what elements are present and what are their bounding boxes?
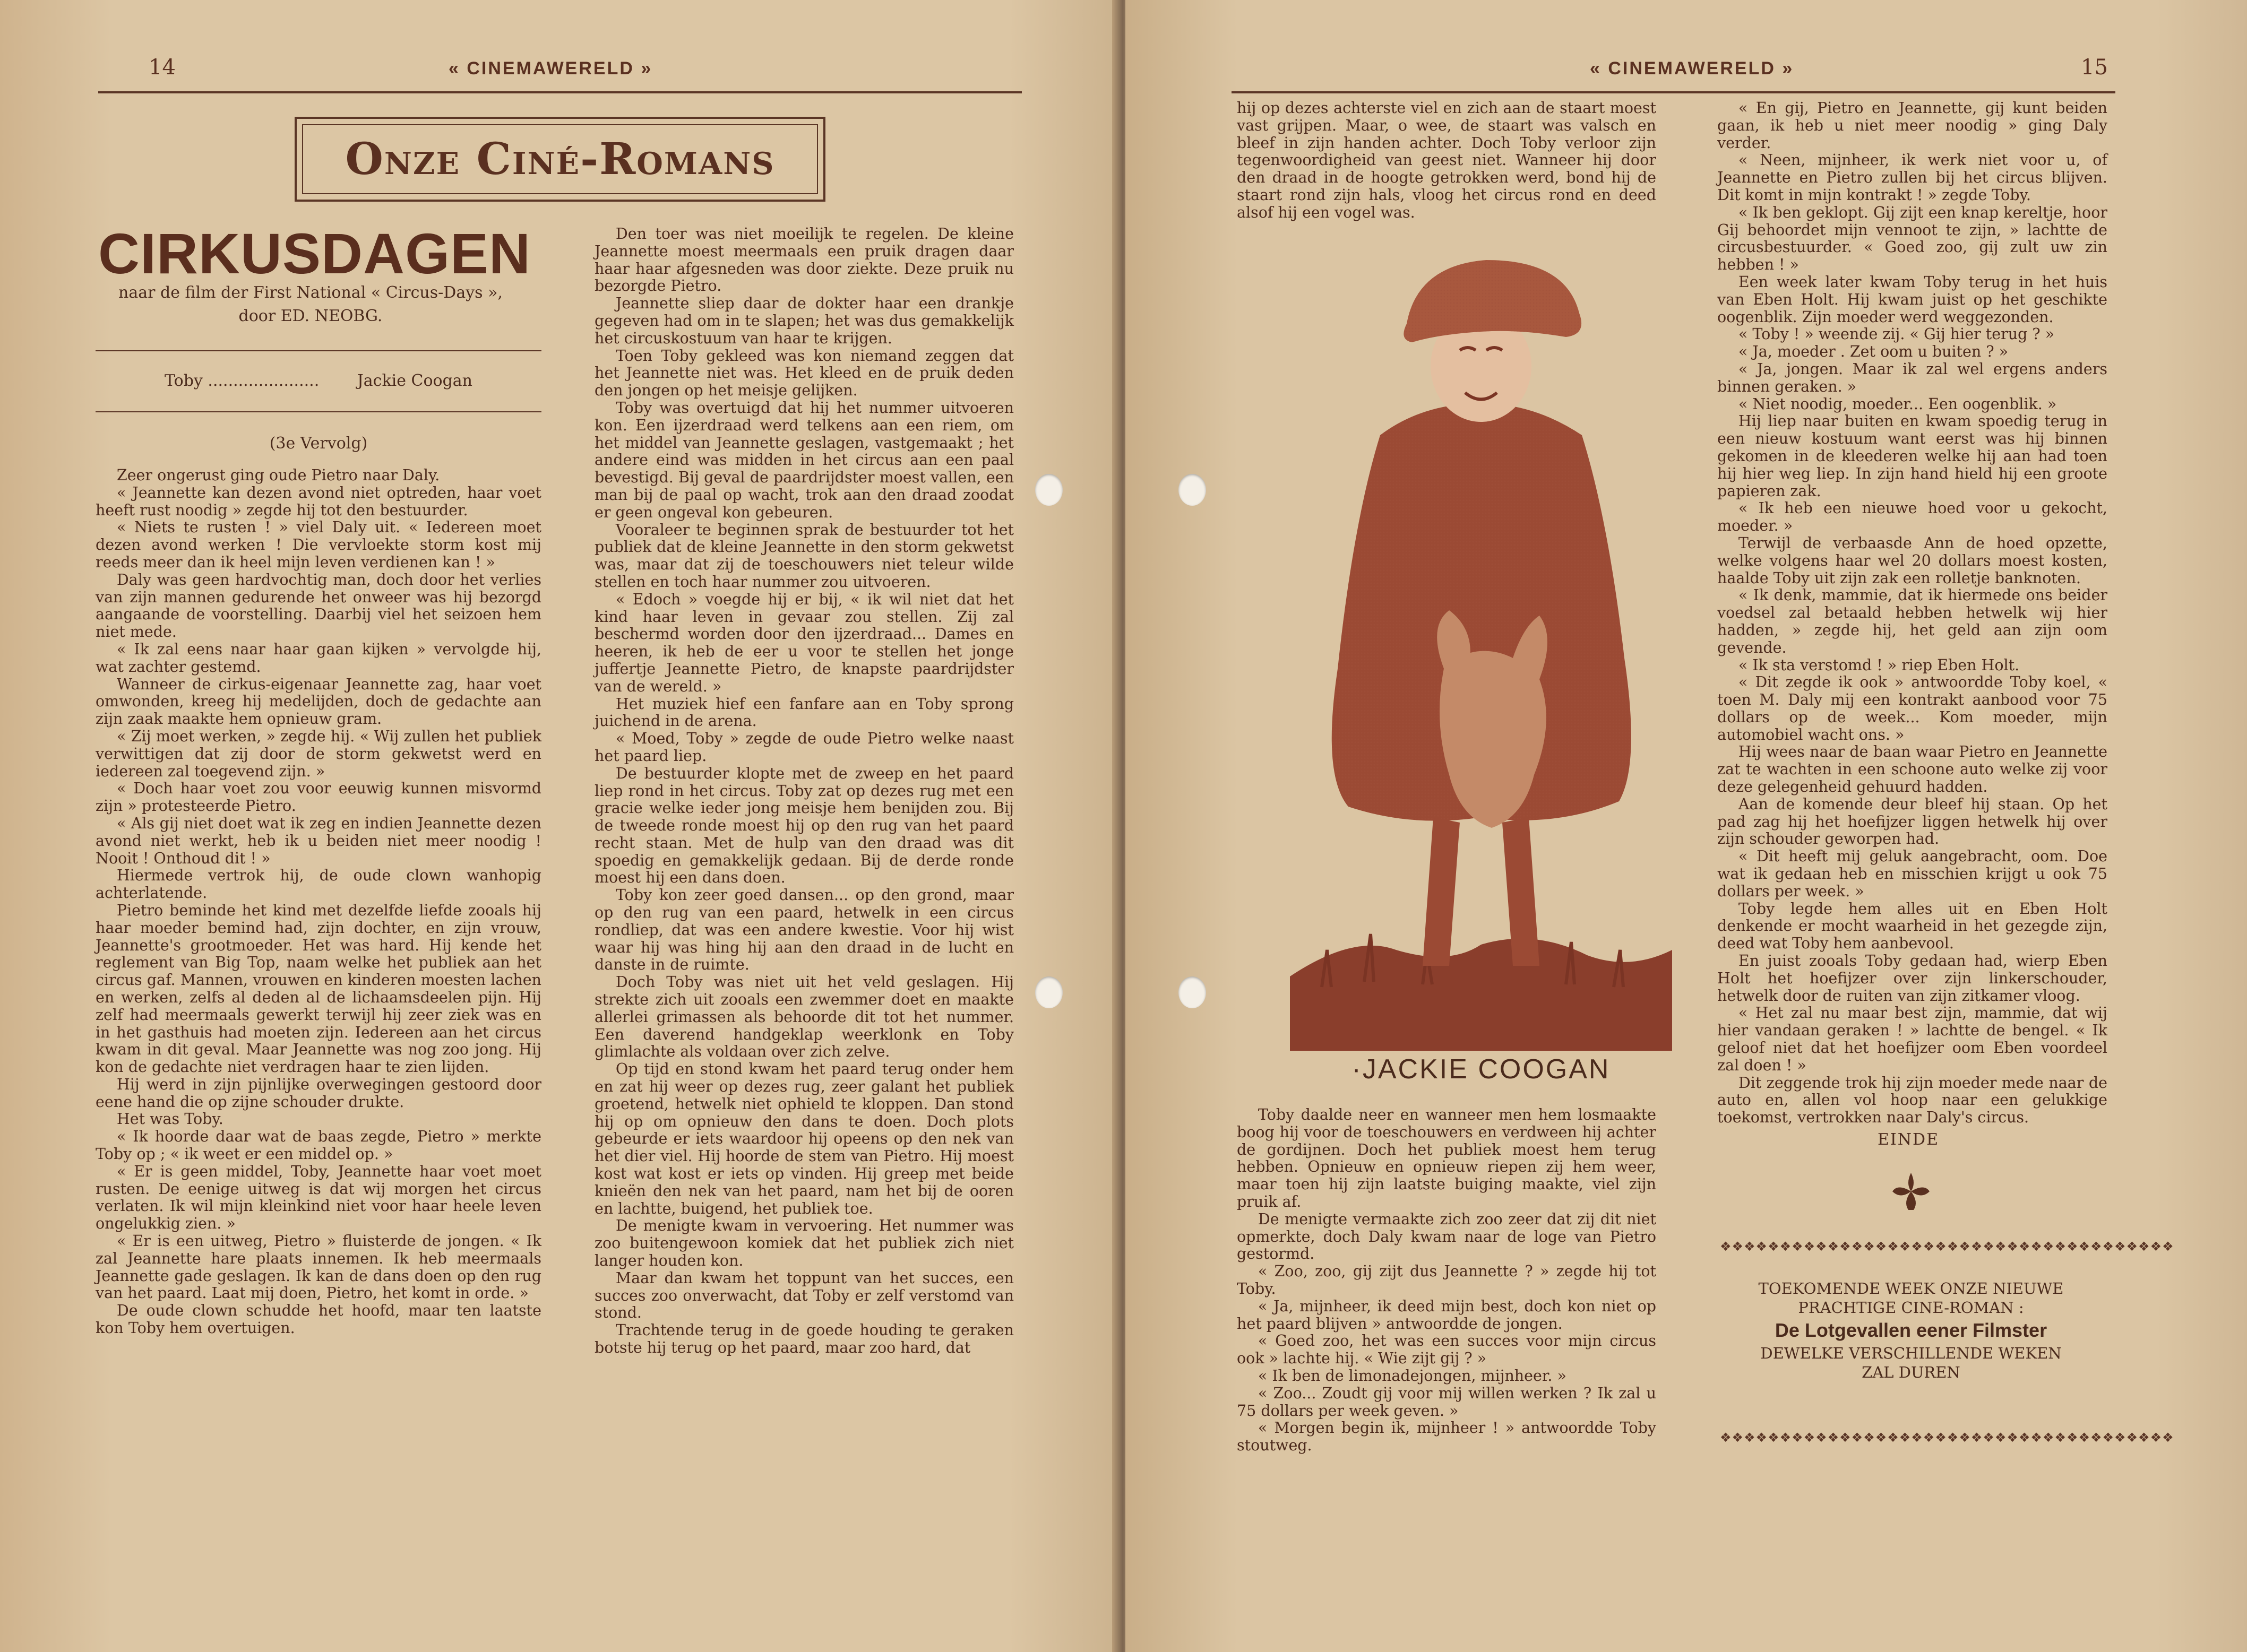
paragraph: « Het zal nu maar best zijn, mammie, dat wij hier vandaan geraken ! » lachtte de bengel. « Ik geloof niet dat het hoefijzer oom Eben voordeel zal doen ! » — [1717, 1004, 2107, 1074]
paragraph: Hij werd in zijn pijnlijke overwegingen gestoord door eene hand die op zijne schouder drukte. — [96, 1075, 541, 1111]
paragraph: Hiermede vertrok hij, de oude clown wanhopig achterlatende. — [96, 867, 541, 902]
paragraph: « Moed, Toby » zegde de oude Pietro welke naast het paard liep. — [595, 730, 1014, 765]
grass-ground — [1290, 934, 1672, 1051]
paragraph: « Ja, mijnheer, ik deed mijn best, doch kon niet op het paard blijven » antwoordde de jongen. — [1237, 1297, 1656, 1333]
paragraph: « Toby ! » weende zij. « Gij hier terug ? » — [1738, 325, 2055, 343]
promo-line-1: TOEKOMENDE WEEK ONZE NIEUWE — [1758, 1279, 2064, 1298]
paragraph: « Ik hoorde daar wat de baas zegde, Pietro » merkte Toby op ; « ik weet er een middel op. » — [96, 1128, 541, 1163]
paragraph: Wanneer de cirkus-eigenaar Jeannette zag, haar voet omwonden, kreeg hij medelijden, doch de gedachte aan zijn zaak maakte hem opnieuw gram. — [96, 675, 541, 728]
promo-line-2: PRACHTIGE CINE-ROMAN : — [1798, 1299, 2024, 1317]
paragraph: « Ik ben de limonadejongen, mijnheer. » — [1258, 1366, 1566, 1385]
paragraph: Toby legde hem alles uit en Eben Holt denkende er mocht waarheid in het gezegde zijn, deed wat Toby hem aanbevool. — [1717, 899, 2107, 953]
text-column-4 — [1717, 100, 2107, 1127]
punch-hole — [1178, 474, 1206, 506]
paragraph: De bestuurder klopte met de zweep en het paard liep rond in het circus. Toby zat op dezes rug met een gracie welke ieder jong meisje hem benijden zou. Bij de tweede ronde moest hij op den rug van het paard recht staan. Met de hulp van den draad was dit spoedig en gemakkelijk gedaan. Bij de derde ronde moest hij een dans doen. — [595, 764, 1014, 887]
paragraph: « Ja, moeder . Zet oom u buiten ? » — [1738, 343, 2009, 361]
section-title: Onze Ciné-Romans — [345, 134, 775, 185]
paragraph: « Ik zal eens naar haar gaan kijken » vervolgde hij, wat zachter gestemd. — [96, 640, 541, 676]
paragraph: « Dit heeft mij geluk aangebracht, oom. Doe wat ik gedaan heb en misschien krijgt u ook 75 dollars per week. » — [1717, 847, 2107, 900]
paragraph: « Er is een uitweg, Pietro » fluisterde de jongen. « Ik zal Jeannette hare plaats innemen. Ik heb meermaals Jeannette gade geslagen. Ik kan de dans doen op den rug van het paard. Laat mij doen, Pietro, het komt in orde. » — [96, 1232, 541, 1302]
subtitle-line-1: naar de film der First National « Circus-Days », — [118, 283, 503, 302]
paragraph: De oude clown schudde het hoofd, maar ten laatste kon Toby hem overtuigen. — [96, 1302, 541, 1337]
paragraph: Dit zeggende trok hij zijn moeder mede naar de auto en, allen vol hoop naar een gelukkige toekomst, vertrokken naar Daly's circus. — [1717, 1074, 2107, 1127]
cast-role: Toby ...................... — [165, 371, 320, 390]
paragraph: Toen Toby gekleed was kon niemand zeggen dat het Jeannette niet was. Het kleed en de pruik deden den jongen op het meisje gelijken. — [595, 347, 1014, 400]
legs — [1423, 817, 1539, 966]
paragraph: « Zoo, zoo, gij zijt dus Jeannette ? » zegde hij tot Toby. — [1237, 1262, 1656, 1298]
text-column-3-bottom — [1237, 1106, 1656, 1455]
subtitle-line-2: door ED. NEOBG. — [238, 307, 383, 325]
paragraph: « Neen, mijnheer, ik werk niet voor u, of Jeannette en Pietro zullen bij het circus blijven. Dit komt in mijn kontrakt ! » zegde Toby. — [1717, 151, 2107, 204]
paragraph: Aan de komende deur bleef hij staan. Op het pad zag hij het hoefijzer liggen hetwelk hij over zijn schouder geworpen had. — [1717, 795, 2107, 848]
paragraph: Toby kon zeer goed dansen... op den grond, maar op den rug van een paard, hetwelk in een circus rondliep, dat was een andere kwestie. Voor hij wist waar hij was hing hij aan den draad in de lucht en danste in de ruimte. — [595, 886, 1014, 974]
paragraph: « Ja, jongen. Maar ik zal wel ergens anders binnen geraken. » — [1717, 360, 2107, 395]
next-week-promo — [1720, 1279, 2102, 1382]
page-number-left: 14 — [149, 55, 176, 80]
paragraph: « Er is geen middel, Toby, Jeannette haar voet moet rusten. De eenige uitweg is dat wij morgen het circus verlaten. Ik wil mijn kleinkind niet voor haar heele leven ongelukkig zien. » — [96, 1162, 541, 1233]
paragraph: Een week later kwam Toby terug in het huis van Eben Holt. Hij kwam juist op het geschikte oogenblik. Zijn moeder werd weggezonden. — [1717, 273, 2107, 326]
paragraph: Trachtende terug in de goede houding te geraken botste hij terug op het paard, maar zoo hard, dat — [595, 1321, 1014, 1356]
paragraph: Vooraleer te beginnen sprak de bestuurder tot het publiek dat de kleine Jeannette in den storm gekwetst was, maar dat zij de toeschouwers niet teleur wilde stellen en toch haar nummer zou uitvoeren. — [595, 521, 1014, 591]
page-number-right: 15 — [2081, 55, 2108, 80]
header-rule-left — [98, 91, 1022, 93]
paragraph: Maar dan kwam het toppunt van het succes, een succes zoo onverwacht, dat Toby er zelf verstomd van stond. — [595, 1269, 1014, 1322]
paragraph: « Niet noodig, moeder... Een oogenblik. » — [1738, 395, 2057, 413]
paragraph: Den toer was niet moeilijk te regelen. De kleine Jeannette moest meermaals een pruik dragen daar haar haar afgesneden was door ziekte. Deze pruik nu bezorgde Pietro. — [595, 225, 1014, 295]
left-page — [0, 0, 1120, 1652]
paragraph: Daly was geen hardvochtig man, doch door het verlies van zijn mannen gedurende het onweer was hij bezorgd aangaande de voorstelling. Daarbij viel het seizoen hem niet mede. — [96, 570, 541, 641]
paragraph: Toby was overtuigd dat hij het nummer uitvoeren kon. Een ijzerdraad werd telkens aan een riem, om het middel van Jeannette geslagen, vastgemaakt ; het andere eind was midden in het circus aan een paal bevestigd. Bij geval de paardrijdster moest vallen, een man bij de paal op wacht, trok aan den draad zoodat er geen ongeval kon gebeuren. — [595, 399, 1014, 521]
punch-hole — [1178, 976, 1206, 1008]
paragraph: Terwijl de verbaasde Ann de hoed opzette, welke volgens haar wel 20 dollars moest kosten, haalde Toby uit zijn zak een rolletje banknoten. — [1717, 534, 2107, 587]
punch-hole — [1035, 976, 1063, 1008]
paragraph: hij op dezes achterste viel en zich aan de staart moest vast grijpen. Maar, o wee, de staart was valsch en bleef in zijn handen achter. Doch Toby verloor zijn tegenwoordigheid van geest niet. Wanneer hij door den draad in de hoogte getrokken werd, bond hij de staart rond zijn hals, vloog het circus rond en deed alsof hij een vogel was. — [1237, 99, 1656, 221]
paragraph: Doch Toby was niet uit het veld geslagen. Hij strekte zich uit zooals een zwemmer doet en maakte allerlei grimassen als behoorde dit tot het nummer. Een daverend handgeklap weerklonk en Toby glimlachte als voldaan over zich zelve. — [595, 973, 1014, 1061]
paragraph: Jeannette sliep daar de dokter haar een drankje gegeven had om in te slapen; het was dus gemakkelijk het circuskostuum van haar te krijgen. — [595, 295, 1014, 347]
einde-label: EINDE — [1878, 1130, 1939, 1149]
running-header-right: « CINEMAWERELD » — [1590, 58, 1794, 79]
story-subtitle — [85, 281, 536, 328]
paragraph: « Ik ben geklopt. Gij zijt een knap kereltje, hoor Gij behoordet mijn vennoot te zijn, » lachtte de circusbestuurder. « Goed zoo, gij zult uw zin hebben ! » — [1717, 203, 2107, 274]
ornament-border-bottom: ❖❖❖❖❖❖❖❖❖❖❖❖❖❖❖❖❖❖❖❖❖❖❖❖❖❖❖❖❖❖❖❖❖❖❖❖❖❖ — [1720, 1430, 2174, 1445]
paragraph: De menigte kwam in vervoering. Het nummer was zoo buitengewoon komiek dat het publiek zich niet langer houden kon. — [595, 1217, 1014, 1270]
ornament-border-top: ❖❖❖❖❖❖❖❖❖❖❖❖❖❖❖❖❖❖❖❖❖❖❖❖❖❖❖❖❖❖❖❖❖❖❖❖❖❖ — [1720, 1239, 2174, 1254]
promo-line-4: ZAL DUREN — [1862, 1363, 1960, 1381]
paragraph: « Ik heb een nieuwe hoed voor u gekocht, moeder. » — [1717, 499, 2107, 535]
paragraph: Zeer ongerust ging oude Pietro naar Daly. — [116, 466, 440, 484]
paragraph: « Morgen begin ik, mijnheer ! » antwoordde Toby stoutweg. — [1237, 1419, 1656, 1455]
paragraph: « Niets te rusten ! » viel Daly uit. « Iedereen moet dezen avond werken ! Die vervloekte storm kost mij reeds meer dan ik heel mijn leven verdienen kan ! » — [96, 518, 541, 571]
paragraph: « Edoch » voegde hij er bij, « ik wil niet dat het kind haar leven in gevaar zou stellen. Zij zal beschermd worden door den ijzerdraad... Dames en heeren, ik heb de eer u voor te stellen het jonge juffertje Jeannette Pietro, de knapste paardrijdster van de wereld. » — [595, 590, 1014, 695]
punch-hole — [1035, 474, 1063, 506]
paragraph: « Goed zoo, het was een succes voor mijn circus ook » lachte hij. « Wie zijt gij ? » — [1237, 1332, 1656, 1368]
paragraph: « Ik sta verstomd ! » riep Eben Holt. — [1738, 656, 2020, 674]
section-title-box — [295, 117, 825, 202]
jackie-coogan-photo — [1290, 244, 1672, 1051]
paragraph: « Jeannette kan dezen avond niet optreden, haar voet heeft rust noodig » zegde hij tot den bestuurder. — [96, 483, 541, 519]
story-title: CIRKUSDAGEN — [98, 221, 531, 286]
paragraph: Toby daalde neer en wanneer men hem losmaakte boog hij voor de toeschouwers en verdween hij achter de gordijnen. Doch het publiek moest hem terug hebben. Opnieuw en opnieuw riepen zij hem weer, maar toen hij zijn laatste buiging maakte, viel zijn pruik af. — [1237, 1106, 1656, 1210]
promo-line-3: DEWELKE VERSCHILLENDE WEKEN — [1760, 1344, 2062, 1362]
paragraph: Hij wees naar de baan waar Pietro en Jeannette zat te wachten in een schoone auto welke zij voor deze gelegenheid gehuurd hadden. — [1717, 743, 2107, 796]
paragraph: « Doch haar voet zou voor eeuwig kunnen misvormd zijn » protesteerde Pietro. — [96, 780, 541, 815]
cast-line — [165, 371, 472, 390]
photo-caption: ·JACKIE COOGAN — [1351, 1054, 1611, 1085]
paragraph: « Als gij niet doet wat ik zeg en indien Jeannette dezen avond niet werkt, heb ik u beiden niet meer noodig ! Nooit ! Onthoud dit ! » — [96, 814, 541, 867]
paragraph: Het was Toby. — [116, 1110, 223, 1128]
cast-rule-bottom — [96, 411, 541, 412]
running-header-left: « CINEMAWERELD » — [449, 58, 653, 79]
paragraph: Het muziek hief een fanfare aan en Toby sprong juichend in de arena. — [595, 695, 1014, 730]
paragraph: Op tijd en stond kwam het paard terug onder hem en zat hij weer op dezes rug, zeer galant het publiek groetend, hetwelk niet ophield te kloppen. Dan stond hij op om opnieuw den dans te doen. Doch plots gebeurde er iets waardoor hij opeens op den nek van het dier viel. Hij hoorde de stem van Pietro. Hij moest kost wat kost er iets op vinden. Hij greep met beide knieën den nek van het paard, nam het bij de ooren en lachtte, buigend, het publiek toe. — [595, 1060, 1014, 1217]
text-column-3-top — [1237, 100, 1656, 222]
paragraph: De menigte vermaakte zich zoo zeer dat zij dit niet opmerkte, doch Daly kwam naar de loge van Pietro gestormd. — [1237, 1210, 1656, 1263]
paragraph: Hij liep naar buiten en kwam spoedig terug in een nieuw kostuum want eerst was hij binnen gekomen in de kleederen welke hij aan had toen hij hier weg liep. In zijn hand hield hij een groote papieren zak. — [1717, 412, 2107, 500]
paragraph: En juist zooals Toby gedaan had, wierp Eben Holt het hoefijzer over zijn linkerschouder, hetwelk door de ruiten van zijn zitkamer vloog. — [1717, 952, 2107, 1005]
text-column-1 — [96, 467, 541, 1337]
paragraph: « Dit zegde ik ook » antwoordde Toby koel, « toen M. Daly mij een kontrakt aanbood voor 75 dollars op de week... Kom moeder, mijn automobiel wacht ons. » — [1717, 673, 2107, 743]
promo-title: De Lotgevallen eener Filmster — [1775, 1319, 2047, 1341]
paragraph: « En gij, Pietro en Jeannette, gij kunt beiden gaan, ik heb u niet meer noodig » ging Daly verder. — [1717, 99, 2107, 152]
fleuron-icon — [1887, 1167, 1935, 1215]
text-column-2 — [595, 226, 1014, 1357]
header-rule-right — [1232, 91, 2115, 93]
paragraph: « Ik denk, mammie, dat ik hiermede ons beider voedsel zal betaald hebben hetwelk wij hier hadden, » zegde hij, het geld aan zijn oom gevende. — [1717, 586, 2107, 656]
paragraph: Pietro beminde het kind met dezelfde liefde zooals hij haar moeder bemind had, zijn dochter, en zijn vrouw, Jeannette's grootmoeder. Het was hard. Hij kende het reglement van Big Top, naam welke het publiek aan het circus gaf. Mannen, vrouwen en kinderen moesten lachen en werken, zelfs al deden al de lichaamsdeelen pijn. Hij zelf had meermaals gewerkt terwijl hij zeer ziek was en in het gasthuis had moeten zijn. Iedereen aan het circus kwam in dit geval. Maar Jeannette was nog zoo jong. Hij kon de gedachte niet verdragen haar te zien lijden. — [96, 901, 541, 1076]
paragraph: « Zij moet werken, » zegde hij. « Wij zullen het publiek verwittigen dat zij door de storm gekwetst werd en iedereen zal toegevend zijn. » — [96, 727, 541, 780]
cast-actor: Jackie Coogan — [357, 371, 472, 390]
cast-rule-top — [96, 350, 541, 351]
paragraph: « Zoo... Zoudt gij voor mij willen werken ? Ik zal u 75 dollars per week geven. » — [1237, 1384, 1656, 1420]
continuation-label: (3e Vervolg) — [269, 434, 368, 453]
